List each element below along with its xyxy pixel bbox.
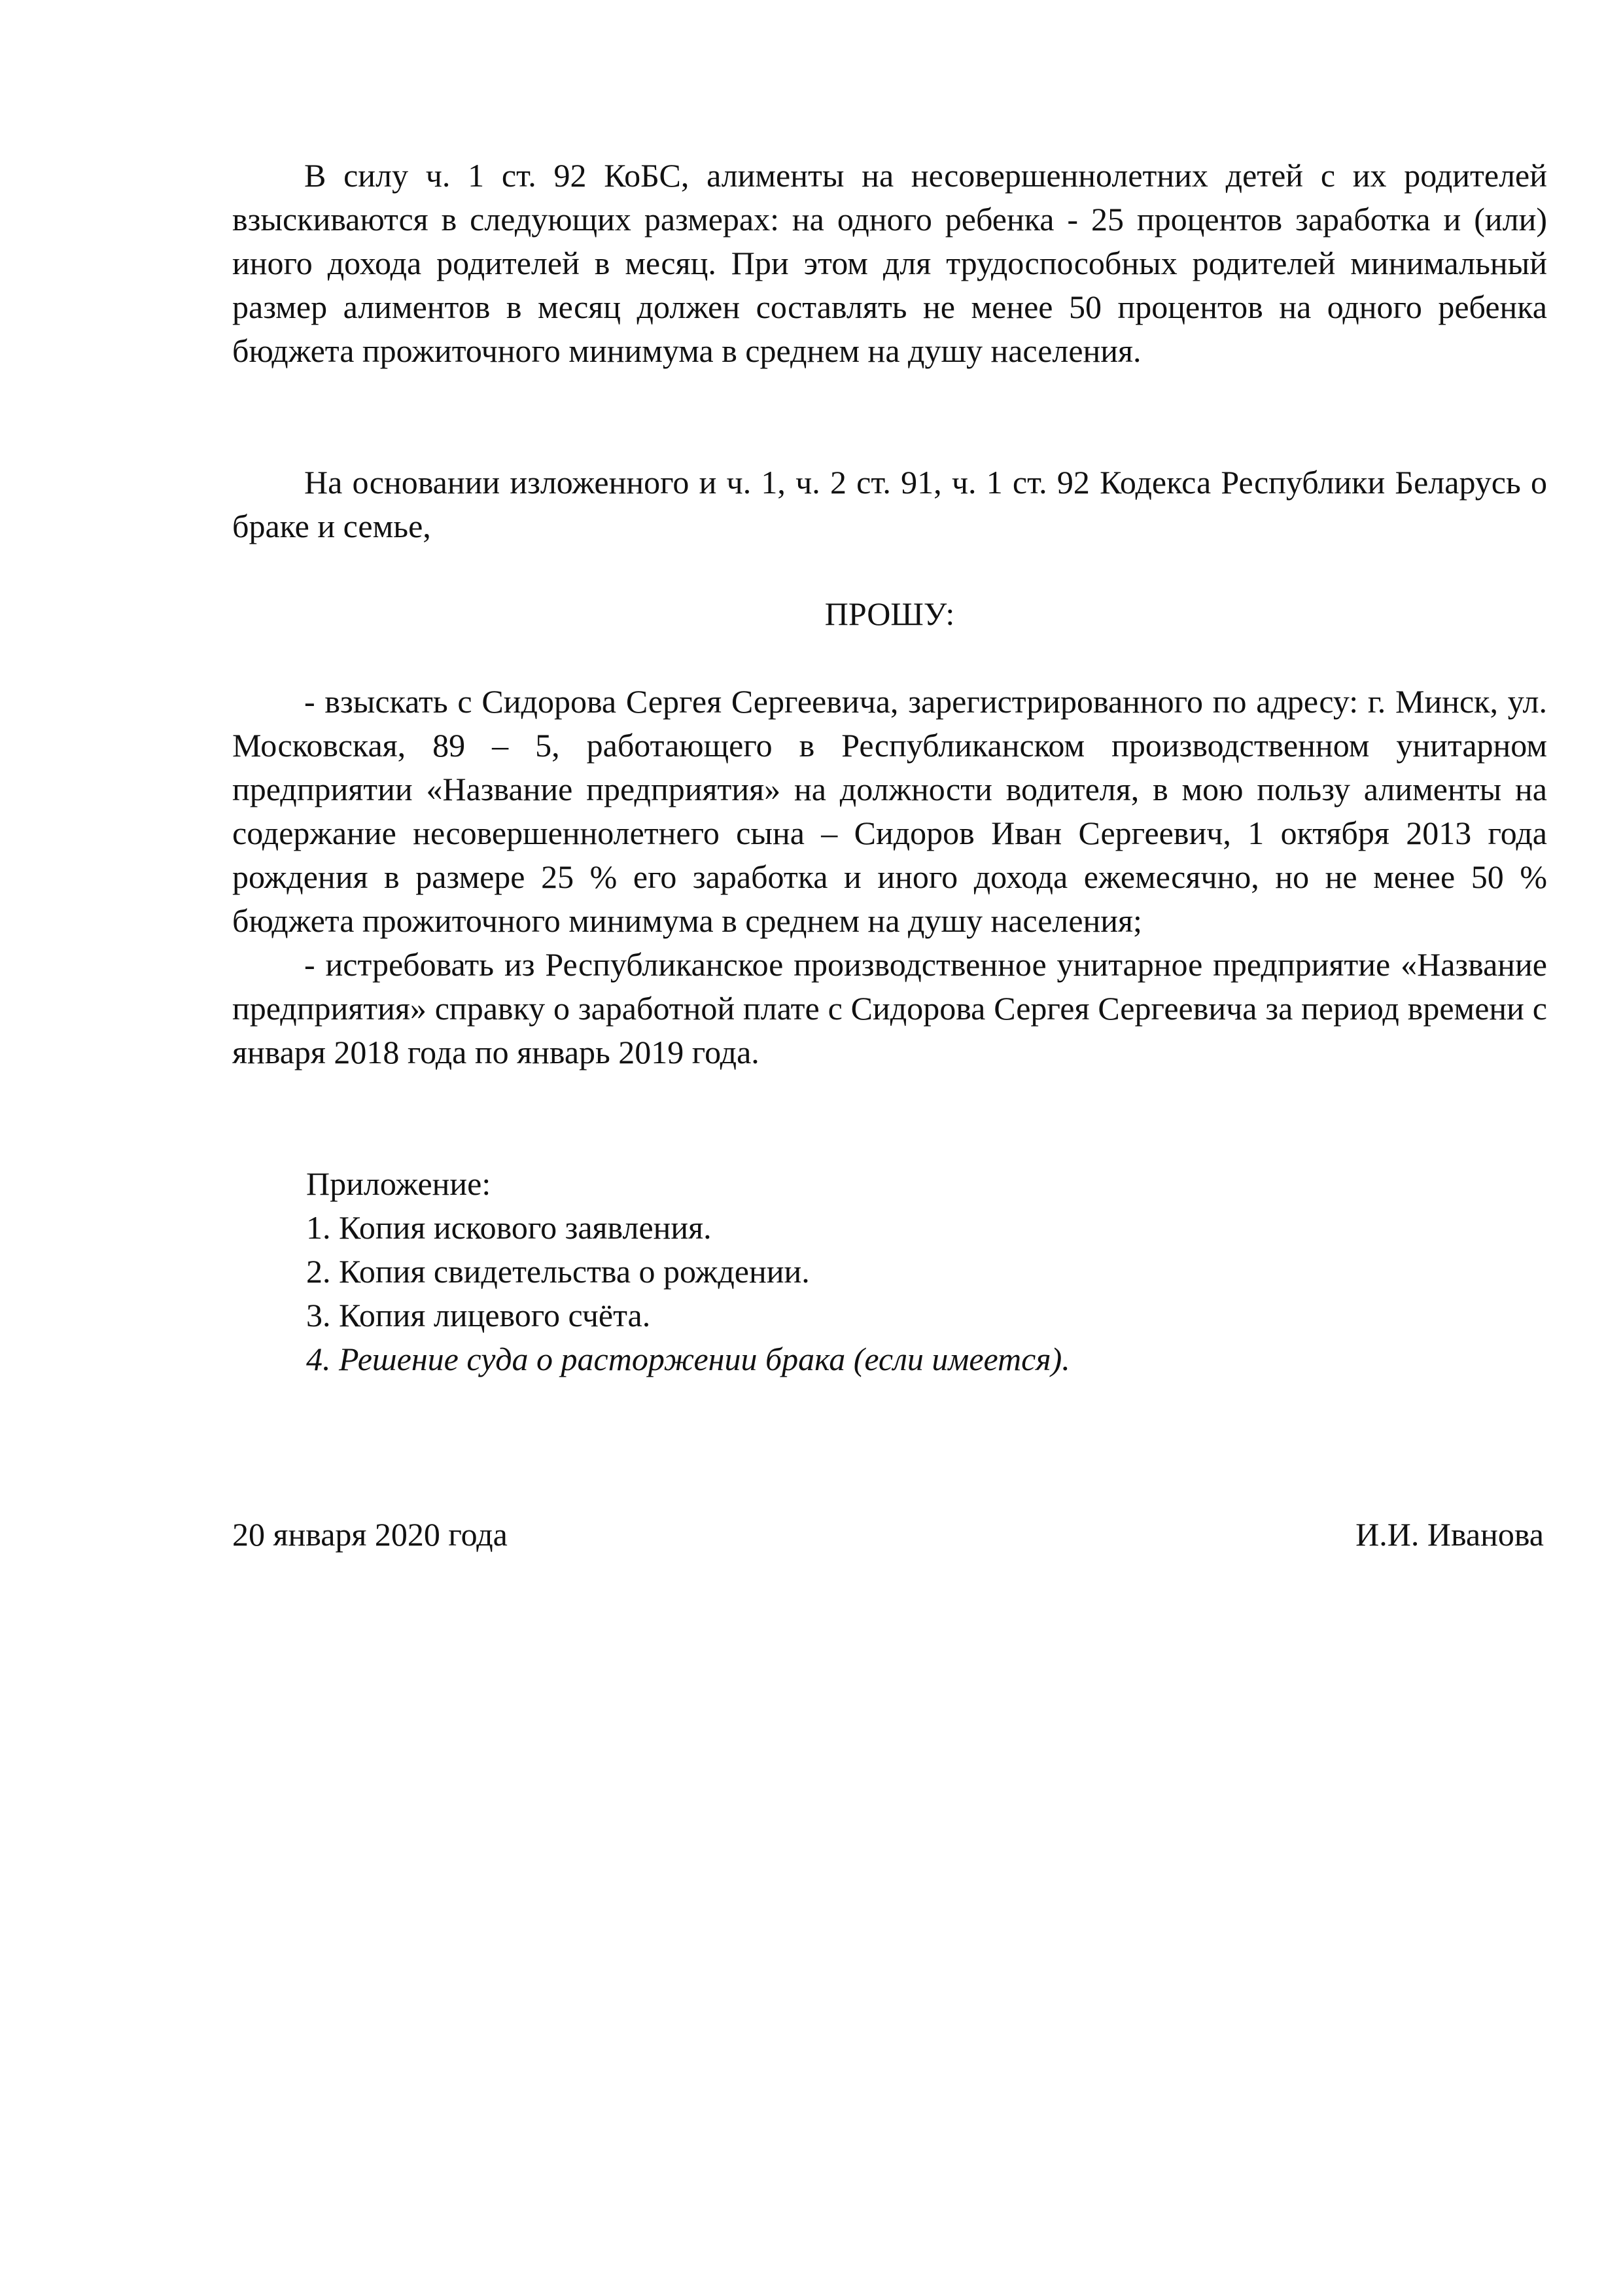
attachments-heading: Приложение: <box>306 1165 491 1202</box>
signature-name: И.И. Иванова <box>1355 1516 1544 1553</box>
spacer <box>232 1074 1547 1162</box>
list-item: 2. Копия свидетельства о рождении. <box>306 1253 810 1290</box>
list-item: 1. Копия искового заявления. <box>306 1209 712 1246</box>
paragraph-legal-basis: В силу ч. 1 ст. 92 КоБС, алименты на несовершеннолетних детей с их родителей взыскиваются в следующих размерах: на одного ребенка - 25 процентов заработка и (или) иного дохода родителей в месяц. При этом для трудоспособных родителей минимальный размер алиментов в месяц должен составлять не менее 50 процентов на одного ребенка бюджета прожиточного минимума в среднем на душу населения. <box>232 157 1547 369</box>
list-item: 4. Решение суда о расторжении брака (если имеется). <box>306 1341 1070 1377</box>
request-item-alimony: - взыскать с Сидорова Сергея Сергеевича, зарегистрированного по адресу: г. Минск, ул. Московская, 89 – 5, работающего в Республиканском производственном унитарном предприятии «Название предприятия» на должности водителя, в мою пользу алименты на содержание несовершеннолетнего сына – Сидоров Иван Сергеевич, 1 октября 2013 года рождения в размере 25 % его заработка и иного дохода ежемесячно, но не менее 50 % бюджета прожиточного минимума в среднем на душу населения; <box>232 683 1547 939</box>
attachments-list <box>232 1162 1547 1381</box>
spacer <box>232 548 1547 592</box>
paragraph-grounds: На основании изложенного и ч. 1, ч. 2 ст. 91, ч. 1 ст. 92 Кодекса Республики Беларусь о браке и семье, <box>232 464 1547 544</box>
request-heading: ПРОШУ: <box>824 595 955 632</box>
spacer <box>232 373 1547 461</box>
spacer <box>232 636 1547 680</box>
signature-row <box>232 1513 1544 1557</box>
request-item-salary-certificate: - истребовать из Республиканское производственное унитарное предприятие «Название предприятия» справку о заработной плате с Сидорова Сергея Сергеевича за период времени с января 2018 года по январь 2019 года. <box>232 946 1547 1070</box>
document-page <box>232 154 1547 1557</box>
spacer <box>232 1381 1547 1513</box>
document-date: 20 января 2020 года <box>232 1516 508 1553</box>
list-item: 3. Копия лицевого счёта. <box>306 1297 651 1333</box>
